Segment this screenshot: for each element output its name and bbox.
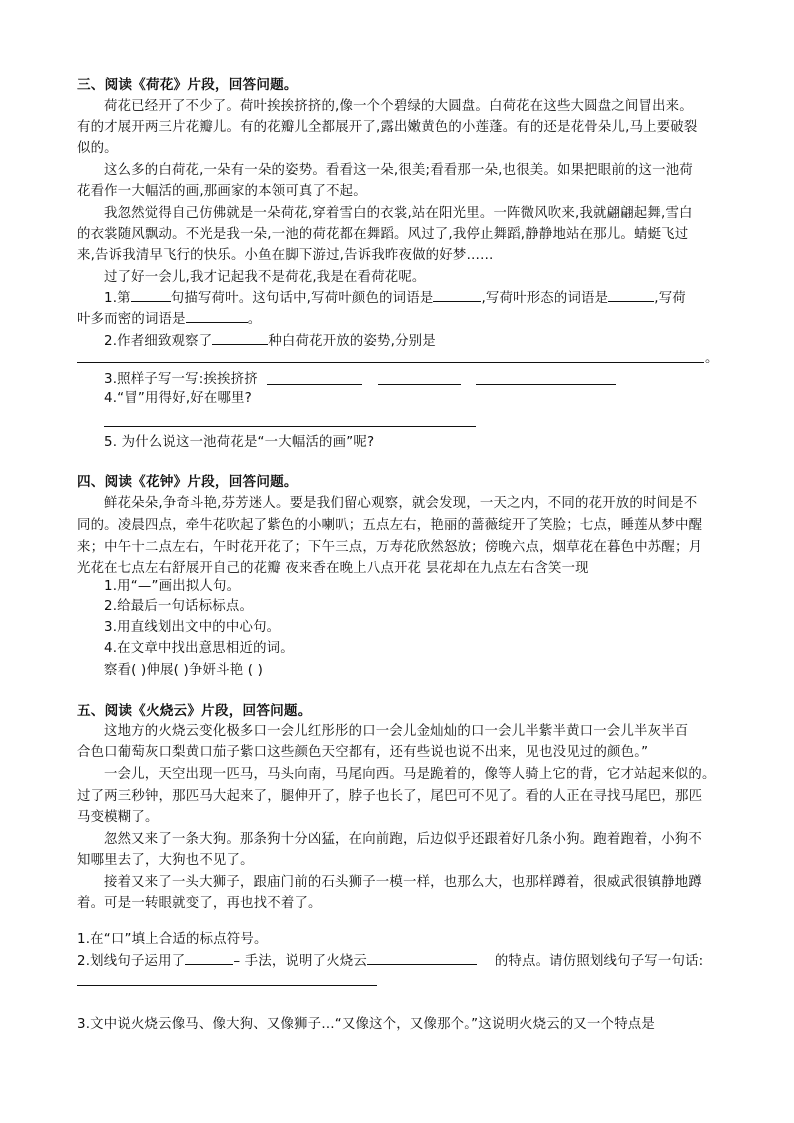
section3-paragraph: 过了好一会儿,我才记起我不是荷花,我是在看荷花呢。 xyxy=(104,270,426,285)
blank-line[interactable] xyxy=(433,289,481,302)
section3-paragraph: 荷花已经开了不少了。荷叶挨挨挤挤的,像一个个碧绿的大圆盘。白荷花在这些大圆盘之间冒出来。 xyxy=(104,99,693,114)
answer-line[interactable] xyxy=(77,985,377,986)
section3-question-2: 2.作者细致观察了 种白荷花开放的姿势,分别是 xyxy=(104,334,436,349)
section5-question-3: 3.文中说火烧云像马、像大狗、又像狮子…“又像这个，又像那个。”这说明火烧云的又一个特点是 xyxy=(77,1017,655,1032)
section4-question-4-answers[interactable]: 察看( )伸展( )争妍斗艳 ( ) xyxy=(104,663,264,678)
section3-question-1-cont: 叶多而密的词语是 。 xyxy=(77,312,262,327)
section5-paragraph: 着。可是一转眼就变了，再也找不着了。 xyxy=(77,896,322,911)
period-mark: 。 xyxy=(705,351,719,366)
section3-paragraph: 我忽然觉得自己仿佛就是一朵荷花,穿着雪白的衣裳,站在阳光里。一阵微风吹来,我就翩翩起舞,雪白 xyxy=(104,206,693,221)
section4-question-4: 4.在文章中找出意思相近的词。 xyxy=(104,641,294,656)
section3-paragraph: 似的。 xyxy=(77,141,118,156)
section3-paragraph: 花看作一大幅活的画,那画家的本领可真了不起。 xyxy=(77,184,367,199)
section5-paragraph: 一会儿，天空出现一匹马，马头向南，马尾向西。马是跪着的，像等人骑上它的背，它才站起来似的。 xyxy=(104,767,716,782)
section3-paragraph: 有的才展开两三片花瓣儿。有的花瓣儿全都展开了,露出嫩黄色的小莲蓬。有的还是花骨朵儿,马上要破裂 xyxy=(77,120,698,135)
section5-paragraph: 知哪里去了，大狗也不见了。 xyxy=(77,853,254,868)
section4-paragraph: 同的。凌晨四点，牵牛花吹起了紫色的小喇叭；五点左右，艳丽的蔷薇绽开了笑脸；七点，睡莲从梦中醒 xyxy=(77,518,703,533)
section4-paragraph: 来；中午十二点左右，午时花开花了；下午三点，万寿花欣然怒放；傍晚六点，烟草花在暮色中苏醒；月 xyxy=(77,540,703,555)
section4-question-3: 3.用直线划出文中的中心句。 xyxy=(104,620,281,635)
section5-paragraph: 合色口葡萄灰口梨黄口茄子紫口这些颜色天空都有，还有些说也说不出来，见也没见过的颜色。” xyxy=(77,745,649,760)
section5-paragraph: 忽然又来了一条大狗。那条狗十分凶猛，在向前跑，后边似乎还跟着好几条小狗。跑着跑着，小狗不 xyxy=(104,832,702,847)
answer-line[interactable] xyxy=(378,384,461,385)
blank-line[interactable] xyxy=(186,310,248,323)
blank-line[interactable] xyxy=(367,952,477,965)
blank-line[interactable] xyxy=(185,952,233,965)
section5-question-2: 2.划线句子运用了 – 手法，说明了火烧云 的特点。请仿照划线句子写一句话: xyxy=(77,954,704,969)
section5-paragraph: 接着又来了一头大狮子，跟庙门前的石头狮子一模一样，也那么大，也那样蹲着，很威武很镇静地蹲 xyxy=(104,875,702,890)
section4-heading: 四、阅读《花钟》片段，回答问题。 xyxy=(77,474,298,490)
section3-question-1: 1.第 句描写荷叶。这句话中,写荷叶颜色的词语是 ,写荷叶形态的词语是 ,写荷 xyxy=(104,291,686,306)
blank-line[interactable] xyxy=(212,332,268,345)
section4-question-1: 1.用“—”画出拟人句。 xyxy=(104,579,241,594)
section4-paragraph: 鲜花朵朵,争奇斗艳,芬芳迷人。要是我们留心观察，就会发现，一天之内，不同的花开放的时间是不 xyxy=(104,496,698,511)
section3-heading: 三、阅读《荷花》片段，回答问题。 xyxy=(77,77,298,93)
section4-paragraph: 光花在七点左右舒展开自己的花瓣 夜来香在晚上八点开花 昙花却在九点左右含笑一现 xyxy=(77,561,589,576)
answer-line[interactable] xyxy=(104,426,476,427)
section3-paragraph: 来,告诉我清早飞行的快乐。小鱼在脚下游过,告诉我昨夜做的好梦…… xyxy=(77,248,494,263)
answer-line[interactable] xyxy=(77,362,704,363)
section4-question-2: 2.给最后一句话标标点。 xyxy=(104,599,254,614)
section3-question-3: 3.照样子写一写:挨挨挤挤 xyxy=(104,372,258,387)
blank-line[interactable] xyxy=(131,289,171,302)
answer-line[interactable] xyxy=(267,384,362,385)
section3-question-4: 4.“冒”用得好,好在哪里? xyxy=(104,391,252,406)
section5-paragraph: 过了两三秒钟，那匹马大起来了，腿伸开了，脖子也长了，尾巴可不见了。看的人正在寻找马尾巴，那匹 xyxy=(77,789,703,804)
section5-paragraph: 这地方的火烧云变化极多口一会儿红彤彤的口一会儿金灿灿的口一会儿半紫半黄口一会儿半灰半百 xyxy=(104,724,689,739)
section3-paragraph: 这么多的白荷花,一朵有一朵的姿势。看看这一朵,很美;看看那一朵,也很美。如果把眼前的这一池荷 xyxy=(104,163,693,178)
section3-question-5: 5. 为什么说这一池荷花是“一大幅活的画”呢? xyxy=(104,435,375,450)
section3-paragraph: 的衣裳随风飘动。不光是我一朵,一池的荷花都在舞蹈。风过了,我停止舞蹈,静静地站在那儿。蜻蜓飞过 xyxy=(77,227,689,242)
section5-heading: 五、阅读《火烧云》片段，回答问题。 xyxy=(77,703,312,719)
blank-line[interactable] xyxy=(608,289,654,302)
section5-question-1: 1.在“口”填上合适的标点符号。 xyxy=(77,932,268,947)
section5-paragraph: 马变模糊了。 xyxy=(77,810,159,825)
answer-line[interactable] xyxy=(476,384,616,385)
